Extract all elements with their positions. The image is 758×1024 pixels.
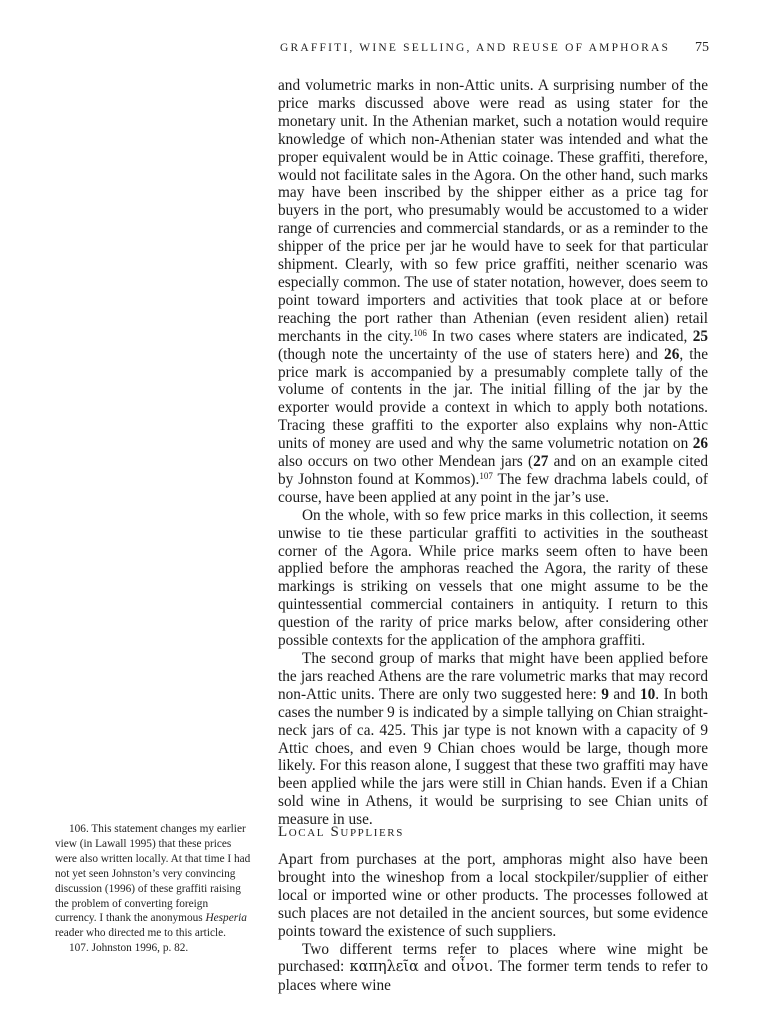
greek-term-kapeleia: καπηλεῖα bbox=[349, 959, 419, 976]
section-paragraph-1: Apart from purchases at the port, amphoras might also have been brought into the wineshop from a local stockpiler/supplier of either local or imported wine or other products. The processes followed at such places are not detailed in the ancient sources, but some evidence points toward the existence of such suppliers. bbox=[278, 851, 708, 940]
section-heading: Local Suppliers bbox=[278, 824, 404, 840]
main-column bbox=[278, 77, 708, 829]
paragraph-1: and volumetric marks in non-Attic units. A surprising number of the price marks discussed above were read as using stater for the monetary unit. In the Athenian market, such a notation would require knowledge of which non-Athenian stater was intended and what the proper equivalent would be in Attic coinage. These graffiti, therefore, would not facilitate sales in the Agora. On the other hand, such marks may have been inscribed by the shipper either as a price tag for buyers in the port, who presumably would be accustomed to a wider range of currencies and commercial standards, or as a reminder to the shipper of the price per jar he would have to seek for that particular shipment. Clearly, with so few price graffiti, neither scenario was especially common. The use of stater notation, however, does seem to point toward importers and activities that took place at or before reaching the port rather than Athenian (even resident alien) retail merchants in the city.$^{106}$ In two cases where staters are indicated, 25 (though note the uncertainty of the use of staters here) and 26, the price mark is accompanied by a presumably complete tally of the volume of contents in the jar. The initial filling of the jar by the exporter would provide a context in which to apply both notations. Tracing these graffiti to the exporter also explains why non-Attic units of money are used and why the same volumetric notation on 26 also occurs on two other Mendean jars (27 and on an example cited by Johnston found at Kommos).$^{107}$ The few drachma labels could, of course, have been applied at any point in the jar’s use. bbox=[278, 77, 709, 506]
footnotes bbox=[55, 822, 251, 956]
catalog-ref-10: 10 bbox=[639, 685, 656, 703]
footnote-ref-107[interactable]: 107 bbox=[479, 470, 493, 481]
footnote-ref-106[interactable]: 106 bbox=[413, 327, 427, 338]
running-head: GRAFFITI, WINE SELLING, AND REUSE OF AMPHORAS bbox=[280, 42, 671, 54]
section-body bbox=[278, 851, 708, 995]
paragraph-2: On the whole, with so few price marks in this collection, it seems unwise to tie these particular graffiti to activities in the southeast corner of the Agora. While price marks seem often to have been applied before the amphoras reached the Agora, the rarity of these markings is striking on vessels that one might assume to be the quintessential commercial containers in antiquity. I return to this question of the rarity of price marks below, after considering other possible contexts for the application of the amphora graffiti. bbox=[278, 506, 708, 650]
paragraph-3: The second group of marks that might have been applied before the jars reached Athens are the rare volumetric marks that may record non-Attic units. There are only two suggested here: 9 and 10. In both cases the number 9 is indicated by a simple tallying on Chian straight-neck jars of ca. 425. This jar type is not known with a capacity of 9 Attic choes, and even 9 Chian choes would be large, though more likely. For this reason alone, I suggest that these two graffiti may have been applied while the jars were still in Chian hands. Even if a Chian sold wine in Athens, it would be surprising to see Chian units of measure in use. bbox=[278, 650, 708, 829]
footnote-107: 107. Johnston 1996, p. 82. bbox=[69, 942, 189, 955]
footnote-106: 106. This statement changes my earlier view (in Lawall 1995) that these prices were also written locally. At that time I had not yet seen Johnston’s very convincing discussion (1996) of these graffiti raising the problem of converting foreign currency. I thank the anonymous Hesperia reader who directed me to this article. bbox=[55, 823, 251, 940]
greek-term-oinoi: οἶνοι bbox=[451, 959, 490, 976]
catalog-ref-9: 9 bbox=[601, 685, 609, 703]
catalog-ref-26: 26 bbox=[664, 345, 680, 363]
section-paragraph-2: Two different terms refer to places where wine might be purchased: καπηλεῖα and οἶνοι. The former term tends to refer to places where wine bbox=[278, 940, 708, 995]
catalog-ref-26: 26 bbox=[692, 435, 708, 453]
catalog-ref-27: 27 bbox=[533, 453, 549, 471]
page-number: 75 bbox=[695, 40, 709, 55]
journal-title: Hesperia bbox=[205, 912, 247, 925]
catalog-ref-25: 25 bbox=[692, 327, 708, 345]
